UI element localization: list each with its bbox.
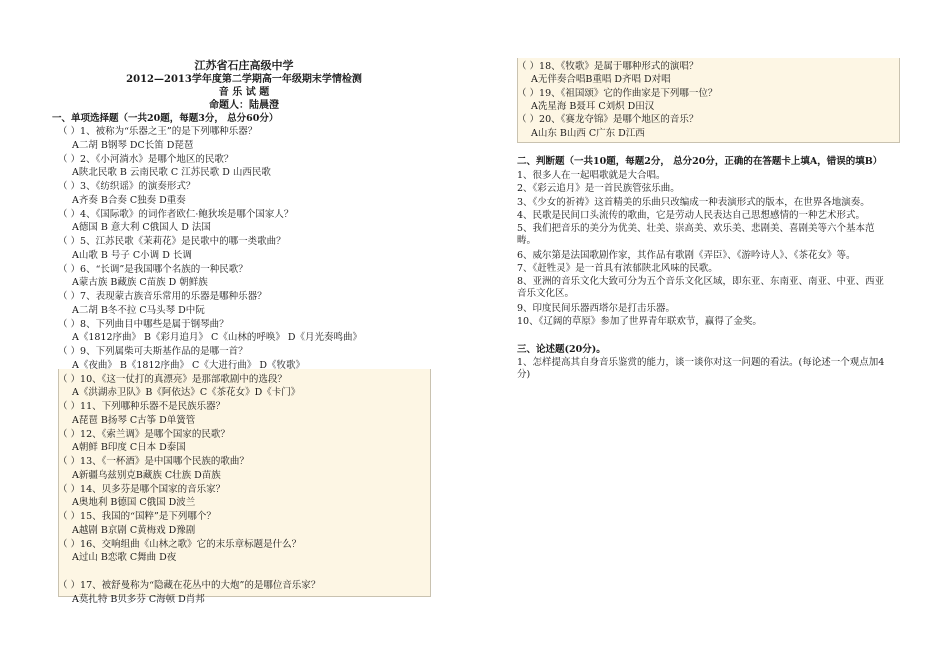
answer-options: A陕北民歌 B 云南民歌 C 江苏民歌 D 山西民歌 (72, 167, 271, 179)
question-stem: （ ）7、表现蒙古族音乐常用的乐器是哪种乐器？ (58, 291, 267, 302)
answer-options: A越剧 B京剧 C黄梅戏 D豫剧 (72, 524, 196, 536)
author-line: 命题人：陆晨澄 (209, 100, 279, 111)
answer-options: A奥地利 B德国 C俄国 D波兰 (72, 497, 196, 509)
answer-options: A琵琶 B扬琴 C古筝 D单簧管 (72, 414, 196, 426)
question-stem: （ ）3、《纺织谣》的演奏形式？ (58, 181, 196, 192)
answer-options: A山东 B山西 C广东 D江西 (531, 127, 645, 139)
answer-options: A《夜曲》 B《1812序曲》 C《大进行曲》 D《牧歌》 (72, 359, 305, 371)
exam-title: 2012—2013学年度第二学期高一年级期末学情检测 (126, 74, 362, 85)
question-stem: （ ）14、贝多芬是哪个国家的音乐家？ (58, 483, 226, 495)
judgment-item: 7、《赶牲灵》是一首具有浓郁陕北风味的民歌。 (517, 263, 718, 274)
section-2-heading: 二、判断题（一共10题，每题2分， 总分20分，正确的在答题卡上填A，错误的填B） (517, 156, 883, 167)
question-stem: （ ）6、“长调”是我国哪个名族的一种民歌？ (58, 263, 248, 275)
answer-options: A《洪湖赤卫队》B《阿依达》C《茶花女》D《卡门》 (72, 387, 301, 399)
answer-options: A冼星海 B聂耳 C刘炽 D田汉 (531, 100, 655, 112)
question-stem: （ ）15、我国的“国粹”是下列哪个？ (58, 511, 216, 522)
question-stem: （ ）8、下列曲目中哪些是属于钢琴曲？ (58, 318, 229, 330)
answer-options: A无伴奏合唱B重唱 D齐唱 D对唱 (531, 74, 671, 86)
question-stem: （ ）19、《祖国颂》它的作曲家是下列哪一位？ (517, 87, 718, 99)
question-stem: （ ）20、《赛龙夺锦》是哪个地区的音乐？ (517, 114, 699, 126)
section-1-heading: 一、单项选择题（一共20题，每题3分， 总分60分） (52, 113, 279, 124)
question-stem: （ ）1、被称为“乐器之王”的是下列哪种乐器？ (58, 126, 258, 137)
question-stem: （ ）4、《国际歌》的词作者欧仁·鲍狄埃是哪个国家人？ (58, 208, 294, 220)
judgment-item: 2、《彩云追月》是一首民族管弦乐曲。 (517, 183, 680, 195)
question-stem: （ ）11、下列哪种乐器不是民族乐器？ (58, 401, 226, 412)
question-stem: （ ）18、《牧歌》是属于哪种形式的演唱？ (517, 61, 699, 72)
question-stem: （ ）9、下列属柴可夫斯基作品的是哪一首？ (58, 346, 248, 357)
judgment-item: 10、《辽阔的草原》参加了世界青年联欢节，赢得了金奖。 (517, 316, 762, 328)
question-stem: （ ）2、《小河淌水》是哪个地区的民歌？ (58, 153, 234, 165)
question-stem: （ ）13、《一杯酒》是中国哪个民族的歌曲？ (58, 456, 249, 467)
answer-options: A《1812序曲》 B《彩月追月》 C《山林的呼唤》 D《月光奏鸣曲》 (72, 332, 362, 344)
judgment-item: 8、亚洲的音乐文化大致可分为五个音乐文化区域，即东亚、东南亚、南亚、中亚、西亚音乐文化区。 (517, 276, 885, 300)
judgment-item: 3、《少女的祈祷》这首精美的乐曲只改编成一种表演形式的版本，在世界各地演奏。 (517, 196, 870, 208)
judgment-item: 1、很多人在一起唱歌就是大合唱。 (517, 170, 666, 181)
answer-options: A德国 B 意大利 C俄国人 D 法国 (72, 222, 211, 234)
judgment-item: 4、民歌是民间口头流传的歌曲，它是劳动人民表达自己思想感情的一种艺术形式。 (517, 209, 866, 221)
judgment-item: 9、印度民间乐器西塔尔是打击乐器。 (517, 302, 676, 314)
judgment-item: 5、我们把音乐的美分为优美、壮美、崇高美、欢乐美、悲剧美、喜剧美等六个基本范畴。 (517, 223, 875, 247)
judgment-item: 6、威尔第是法国歌剧作家，其作品有歌剧《弄臣》、《游吟诗人》、《茶花女》等。 (517, 249, 856, 261)
answer-options: A二胡 B钢琴 DC长笛 D琵琶 (72, 139, 194, 151)
question-stem: （ ）10、《这一仗打的真漂亮》是那部歌剧中的选段？ (58, 373, 287, 385)
question-stem: （ ）12、《索兰调》是哪个国家的民歌？ (58, 428, 230, 440)
subject-title: 音 乐 试 题 (218, 87, 270, 98)
answer-options: A山歌 B 号子 C小调 D 长调 (72, 249, 192, 261)
essay-question: 1、怎样提高其自身音乐鉴赏的能力，谈一谈你对这一问题的看法。(每论述一个观点加4分) (517, 357, 885, 380)
answer-options: A新疆乌兹别克B藏族 C壮族 D苗族 (72, 469, 221, 481)
question-stem: （ ）5、江苏民歌《茉莉花》是民歌中的哪一类歌曲？ (58, 236, 286, 247)
answer-options: A齐奏 B合奏 C独奏 D重奏 (72, 194, 186, 206)
school-title: 江苏省石庄高级中学 (194, 59, 294, 72)
section-3-heading: 三、论述题(20分)。 (517, 344, 606, 355)
answer-options: A二胡 B冬不拉 C马头琴 D中阮 (72, 304, 205, 316)
question-stem: （ ）16、交响组曲《山林之歌》它的末乐章标题是什么？ (58, 538, 302, 550)
answer-options: A朝鲜 B印度 C日本 D泰国 (72, 442, 186, 454)
answer-options: A莫扎特 B贝多芬 C海顿 D肖邦 (72, 593, 205, 605)
question-stem: （ ）17、被舒曼称为“隐藏在花丛中的大炮”的是哪位音乐家？ (58, 579, 321, 591)
answer-options: A过山 B恋歌 C舞曲 D夜 (72, 552, 177, 564)
answer-options: A蒙古族 B藏族 C苗族 D 朝鲜族 (72, 277, 208, 289)
